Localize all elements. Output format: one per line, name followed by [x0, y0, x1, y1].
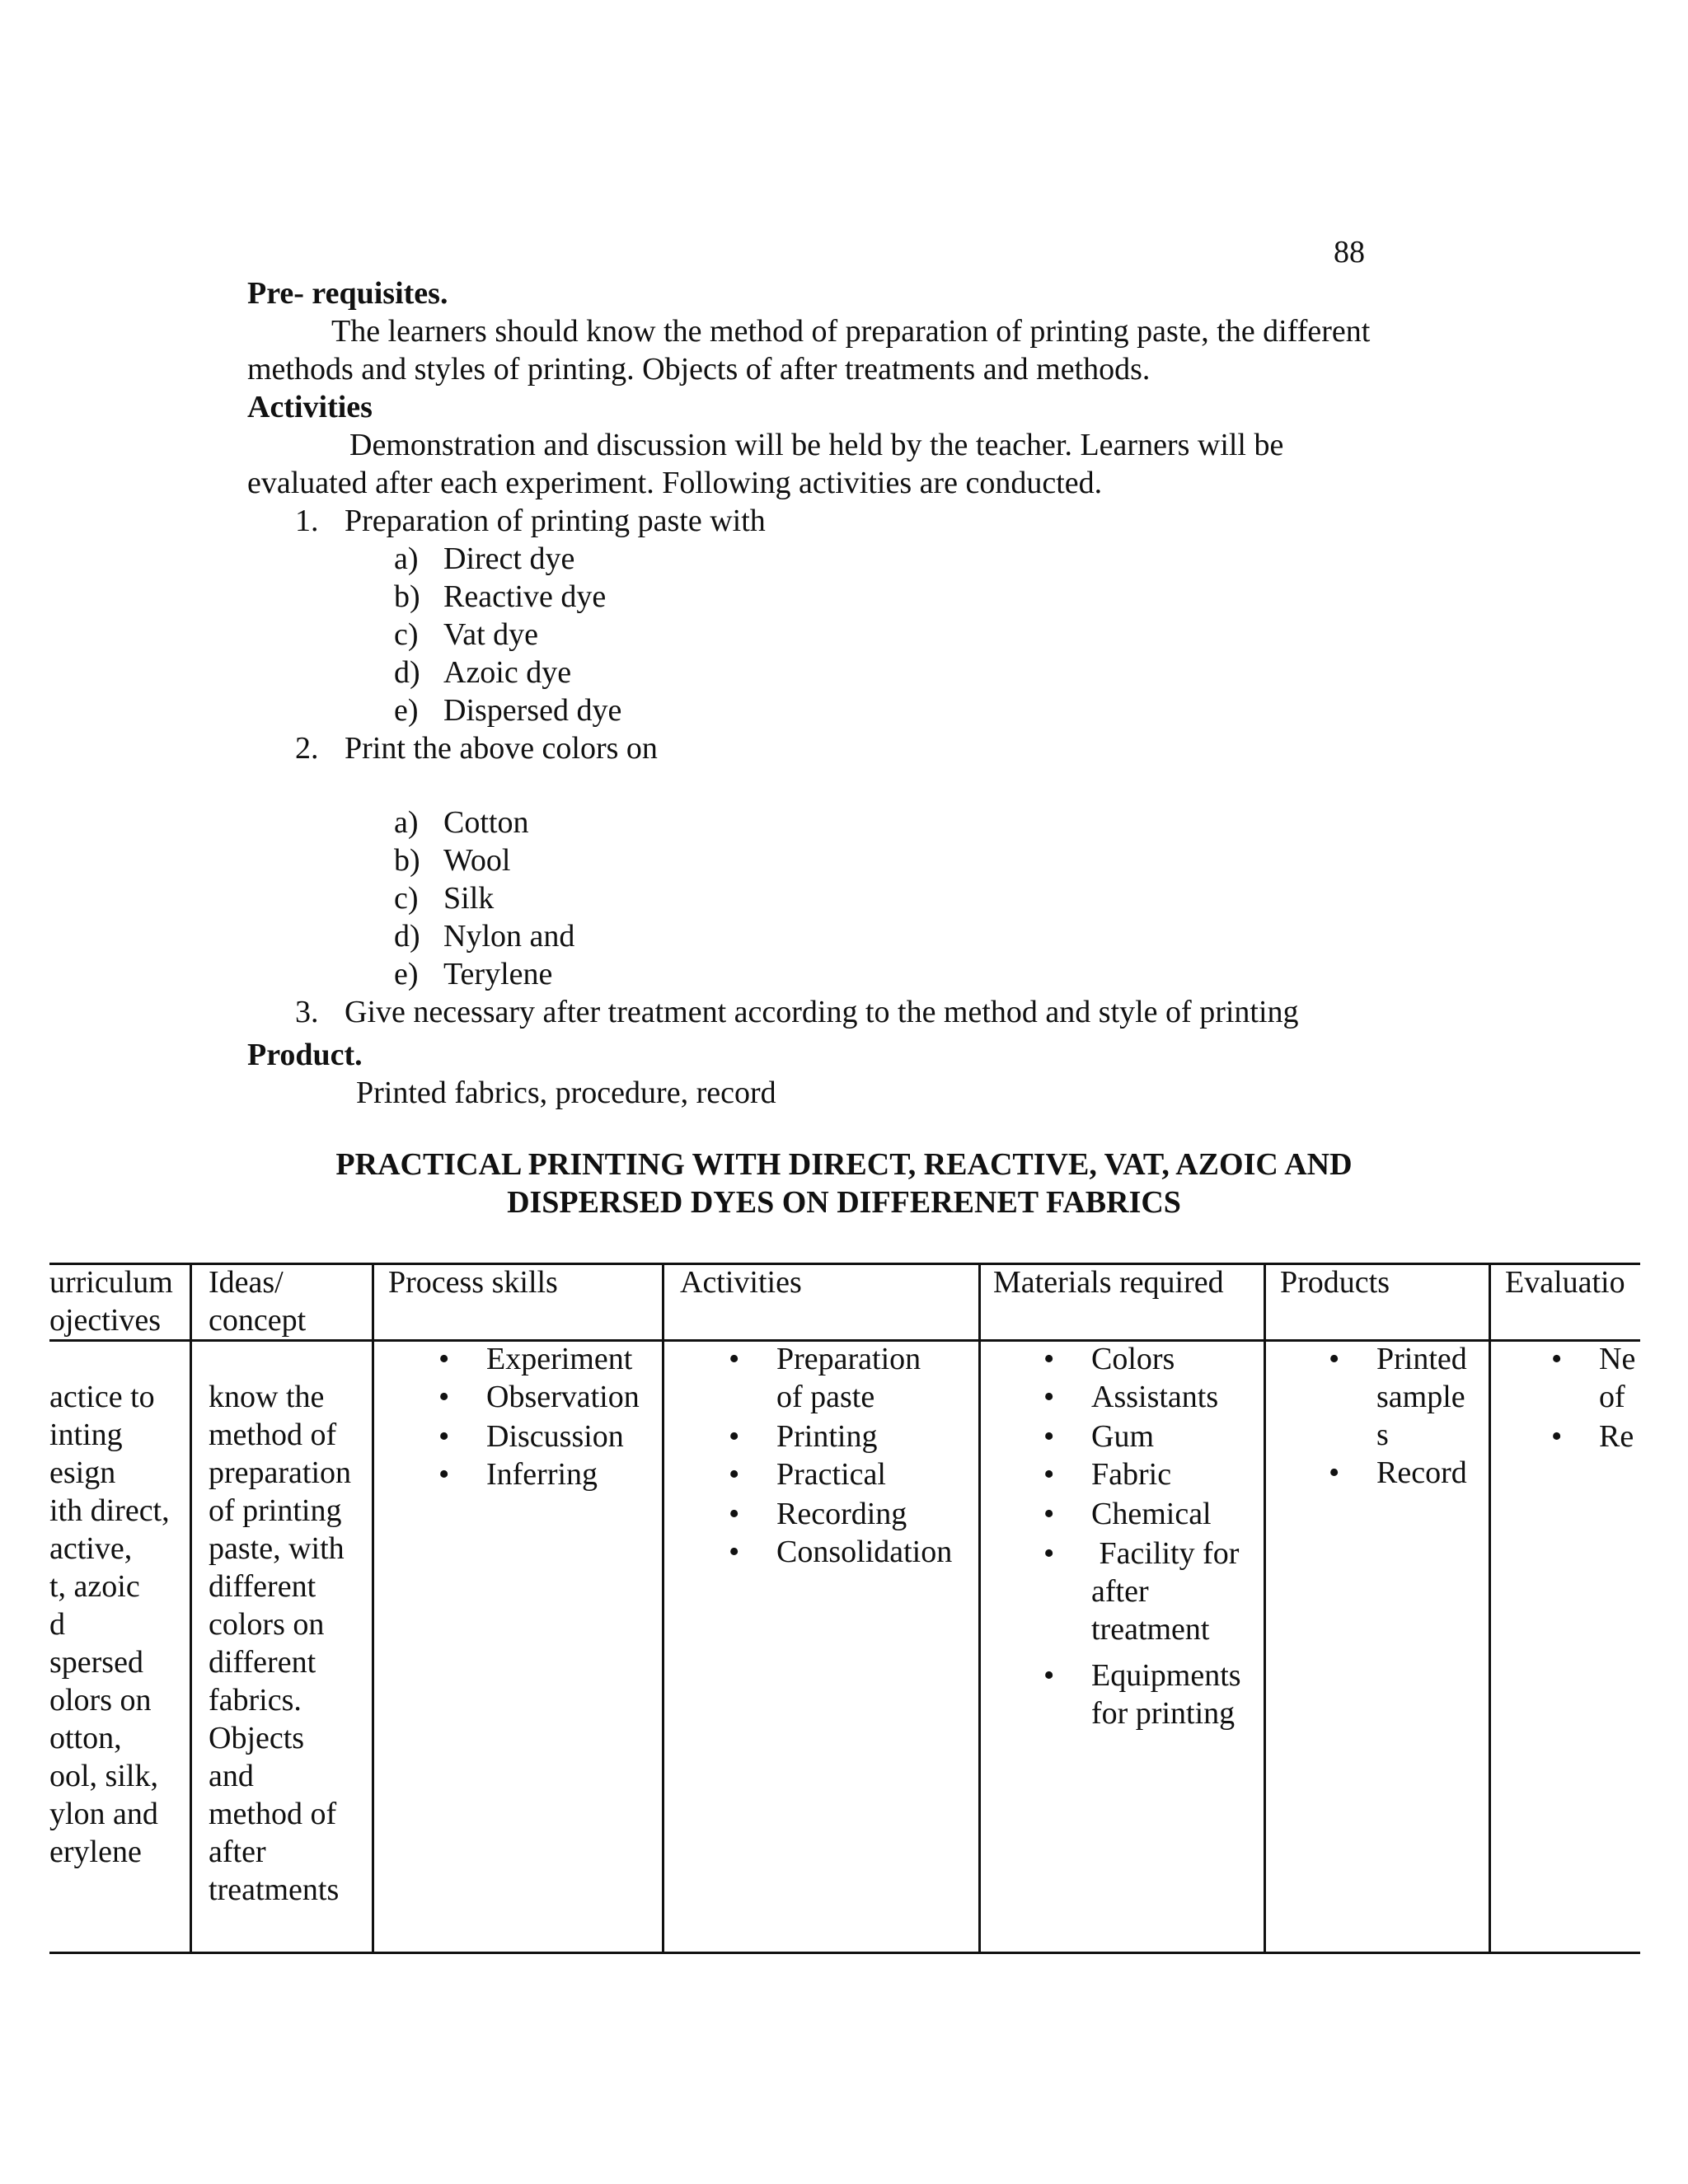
item-line: Preparation — [776, 1342, 921, 1376]
item-line: of paste — [776, 1380, 875, 1414]
cell-line: paste, with — [209, 1531, 345, 1566]
bullet-icon: • — [1329, 1455, 1340, 1490]
item-line: Experiment — [486, 1342, 633, 1376]
cell-line: spersed — [49, 1645, 143, 1680]
header-line: urriculum — [49, 1265, 173, 1300]
cell-line: different — [209, 1645, 316, 1680]
cell-line: active, — [49, 1531, 133, 1566]
sub-item-letter: b) — [394, 843, 420, 878]
item-line: for printing — [1091, 1696, 1236, 1731]
header-objectives — [49, 1263, 188, 1339]
item-line: Gum — [1091, 1419, 1154, 1454]
sub-item-text: Vat dye — [443, 617, 539, 652]
header-line: Evaluatio — [1505, 1265, 1625, 1300]
column-divider — [978, 1263, 981, 1954]
sub-item-letter: a) — [394, 805, 419, 840]
bullet-icon: • — [1043, 1658, 1055, 1693]
sub-item-text: Silk — [443, 881, 495, 916]
header-line: Activities — [680, 1265, 802, 1300]
item-line: of — [1599, 1380, 1625, 1414]
header-concept — [209, 1263, 306, 1339]
item-line: Recording — [776, 1497, 907, 1531]
bullet-icon: • — [1329, 1342, 1340, 1376]
cell-line: erylene — [49, 1835, 142, 1869]
bullet-icon: • — [1043, 1536, 1055, 1571]
sub-item-text: Nylon and — [443, 919, 575, 954]
cell-line: esign — [49, 1455, 116, 1490]
cell-line: method of — [209, 1418, 337, 1452]
sub-item-text: Reactive dye — [443, 579, 607, 614]
sub-item-letter: b) — [394, 579, 420, 614]
cell-line: and — [209, 1759, 254, 1793]
cell-line: otton, — [49, 1721, 122, 1755]
activity-item-number: 3. — [295, 995, 319, 1029]
item-line: Re — [1599, 1419, 1634, 1454]
cell-line: after — [209, 1835, 266, 1869]
item-line: Discussion — [486, 1419, 624, 1454]
cell-line: Objects — [209, 1721, 305, 1755]
cell-line: olors on — [49, 1683, 152, 1718]
cell-line: treatments — [209, 1872, 340, 1907]
bullet-icon: • — [729, 1497, 740, 1531]
item-line: Colors — [1091, 1342, 1175, 1376]
sub-item-letter: e) — [394, 693, 419, 728]
sub-item-letter: d) — [394, 919, 420, 954]
sub-item-text: Azoic dye — [443, 655, 572, 690]
sub-item-letter: c) — [394, 617, 419, 652]
item-line: Assistants — [1091, 1380, 1219, 1414]
header-materials — [993, 1263, 1224, 1301]
bullet-icon: • — [1551, 1342, 1563, 1376]
cell-line: preparation — [209, 1455, 352, 1490]
item-line: after — [1091, 1574, 1149, 1609]
bullet-icon: • — [729, 1419, 740, 1454]
item-line: treatment — [1091, 1612, 1210, 1647]
item-line: Consolidation — [776, 1535, 953, 1569]
bullet-icon: • — [729, 1342, 740, 1376]
column-divider — [1264, 1263, 1266, 1954]
cell-line: different — [209, 1569, 316, 1604]
table-title-line-1: PRACTICAL PRINTING WITH DIRECT, REACTIVE, VAT, AZOIC AND — [335, 1147, 1353, 1182]
item-line: Printed — [1376, 1342, 1467, 1376]
cell-concept — [209, 1378, 351, 1909]
column-divider — [372, 1263, 374, 1954]
cell-line: ylon and — [49, 1797, 158, 1831]
item-line: Ne — [1599, 1342, 1636, 1376]
cell-line: method of — [209, 1797, 337, 1831]
sub-item-text: Dispersed dye — [443, 693, 622, 728]
prerequisites-heading: Pre- requisites. — [247, 276, 448, 311]
sub-item-text: Wool — [443, 843, 511, 878]
bullet-icon: • — [438, 1380, 450, 1414]
sub-item-letter: a) — [394, 541, 419, 576]
sub-item-letter: c) — [394, 881, 419, 916]
bullet-icon: • — [438, 1342, 450, 1376]
prerequisites-line-2: methods and styles of printing. Objects of after treatments and methods. — [247, 352, 1151, 387]
item-line: Fabric — [1091, 1457, 1172, 1492]
cell-line: inting — [49, 1418, 123, 1452]
cell-line: know the — [209, 1380, 325, 1414]
cell-line: ith direct, — [49, 1493, 170, 1528]
cell-line: fabrics. — [209, 1683, 302, 1718]
item-line: s — [1376, 1418, 1389, 1452]
page-number: 88 — [1334, 235, 1365, 269]
header-line: Process skills — [388, 1265, 558, 1300]
bullet-icon: • — [729, 1535, 740, 1569]
header-line: Products — [1280, 1265, 1390, 1300]
item-line: Practical — [776, 1457, 886, 1492]
sub-item-text: Direct dye — [443, 541, 575, 576]
header-line: Materials required — [993, 1265, 1224, 1300]
bullet-icon: • — [1551, 1419, 1563, 1454]
activity-item-text: Print the above colors on — [345, 731, 658, 766]
activity-item-text: Give necessary after treatment according to the method and style of printing — [345, 995, 1299, 1029]
bullet-icon: • — [729, 1457, 740, 1492]
activities-line-2: evaluated after each experiment. Following activities are conducted. — [247, 466, 1103, 500]
bullet-icon: • — [1043, 1457, 1055, 1492]
activities-heading: Activities — [247, 390, 373, 424]
cell-line: colors on — [209, 1607, 325, 1642]
header-line: Ideas/ — [209, 1265, 284, 1300]
header-activities — [680, 1263, 802, 1301]
item-line: Equipments — [1091, 1658, 1241, 1693]
bullet-icon: • — [1043, 1380, 1055, 1414]
sub-item-text: Cotton — [443, 805, 529, 840]
header-line: concept — [209, 1303, 307, 1338]
bullet-icon: • — [438, 1457, 450, 1492]
header-process-skills — [388, 1263, 558, 1301]
header-evaluation — [1505, 1263, 1640, 1301]
column-divider — [190, 1263, 192, 1954]
prerequisites-line-1: The learners should know the method of preparation of printing paste, the different — [331, 314, 1371, 349]
activities-line-1: Demonstration and discussion will be held by the teacher. Learners will be — [349, 428, 1284, 462]
cell-evaluation — [1491, 1340, 1640, 1505]
item-line: Printing — [776, 1419, 878, 1454]
bullet-icon: • — [1043, 1497, 1055, 1531]
item-line: Inferring — [486, 1457, 598, 1492]
table-title-line-2: DISPERSED DYES ON DIFFERENET FABRICS — [507, 1185, 1181, 1220]
activity-item-number: 1. — [295, 504, 319, 538]
item-line: Record — [1376, 1455, 1467, 1490]
cell-line: d — [49, 1607, 65, 1642]
table-title — [0, 1146, 1688, 1221]
cell-line: t, azoic — [49, 1569, 140, 1604]
bullet-icon: • — [438, 1419, 450, 1454]
item-line: Facility for — [1091, 1536, 1240, 1571]
header-line: ojectives — [49, 1303, 162, 1338]
item-line: Observation — [486, 1380, 640, 1414]
cell-objectives — [49, 1378, 188, 1871]
sub-item-letter: d) — [394, 655, 420, 690]
bullet-icon: • — [1043, 1419, 1055, 1454]
product-text: Printed fabrics, procedure, record — [356, 1076, 776, 1110]
item-line: Chemical — [1091, 1497, 1212, 1531]
sub-item-letter: e) — [394, 957, 419, 991]
sub-item-text: Terylene — [443, 957, 553, 991]
cell-line: of printing — [209, 1493, 342, 1528]
header-products — [1280, 1263, 1390, 1301]
product-heading: Product. — [247, 1038, 363, 1072]
cell-line: actice to — [49, 1380, 155, 1414]
activity-item-text: Preparation of printing paste with — [345, 504, 766, 538]
bullet-icon: • — [1043, 1342, 1055, 1376]
item-line: sample — [1376, 1380, 1465, 1414]
table-bottom-border — [49, 1952, 1640, 1954]
activity-item-number: 2. — [295, 731, 319, 766]
cell-line: ool, silk, — [49, 1759, 158, 1793]
column-divider — [662, 1263, 664, 1954]
